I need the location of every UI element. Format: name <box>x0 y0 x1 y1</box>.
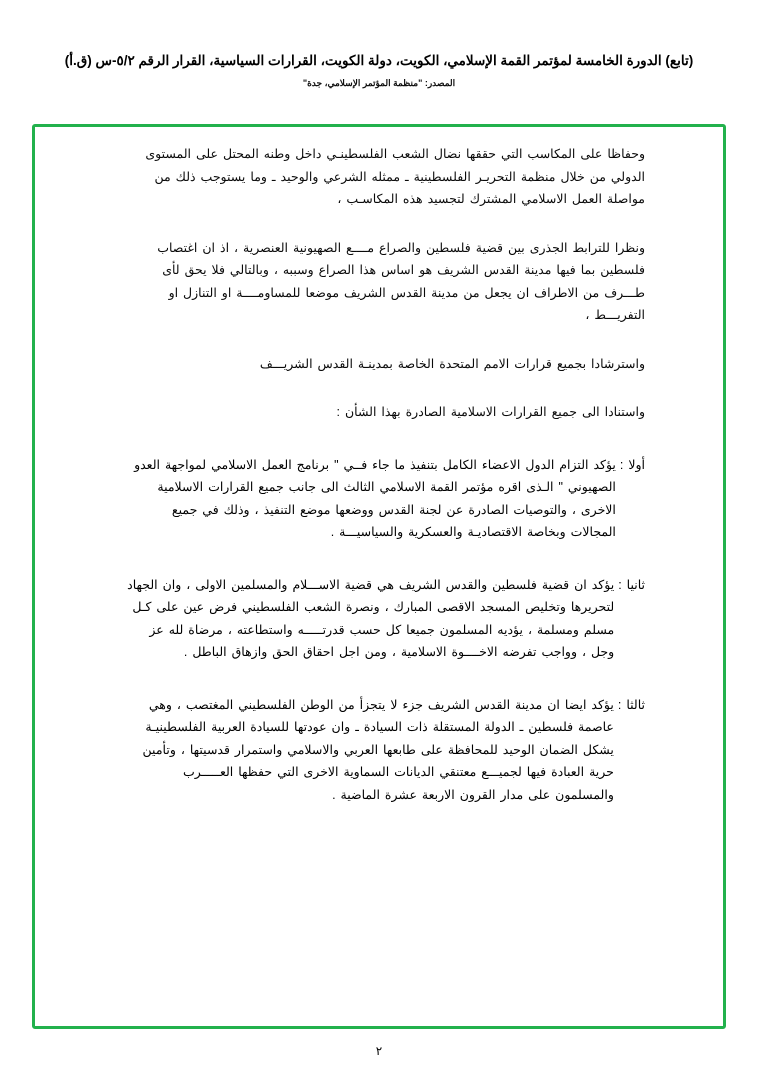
paragraph-2: ونظرا للترابط الجذرى بين قضية فلسطين والصراع مــــع الصهيونية العنصرية ، اذ ان اغتصاب فلسطين بما فيها مدينة القدس الشريف هو اساس هذا الصراع وسببه ، وبالتالي فلا يحق لأى طـــرف من الاطراف ان يجعل من مدينة القدس الشريف موضعا للمساومــــة او التنازل او التفريـــط ، <box>157 240 645 322</box>
clause-third <box>123 694 645 807</box>
page-title: (تابع) الدورة الخامسة لمؤتمر القمة الإسلامي، الكويت، دولة الكويت، القرارات السياسية، القرار الرقم ٥/٢-س (ق.أ) <box>64 53 694 68</box>
clause-second-label: ثانيا : <box>618 577 645 592</box>
clause-second-text: يؤكد ان قضية فلسطين والقدس الشريف هي قضية الاســـلام والمسلمين الاولى ، وان الجهاد لتحريرها وتخليص المسجد الاقصى المبارك ، ونصرة الشعب الفلسطيني فرض عين على كـل مسلم ومسلمة ، يؤديه المسلمون جميعا كل حسب قدرتـــــه واستطاعته ، مرضاة لله عز وجل ، وواجب تفرضه الاخــــوة الاسلامية ، ومن اجل احقاق الحق وازهاق الباطل . <box>127 577 615 659</box>
paragraph-1: وحفاظا على المكاسب التي حققها نضال الشعب الفلسطينـي داخل وطنه المحتل على المستوى الدولي من خلال منظمة التحريـر الفلسطينية ـ ممثله الشرعي والوحيد ـ وما يستوجب ذلك من مواصلة العمل الاسلامي المشترك لتجسيد هذه المكاسـب ، <box>145 147 645 206</box>
clause-first <box>123 454 645 544</box>
clause-second <box>123 574 645 664</box>
clause-third-text: يؤكد ايضا ان مدينة القدس الشريف جزء لا يتجزأ من الوطن الفلسطيني المغتصب ، وهي عاصمة فلسطين ـ الدولة المستقلة ذات السيادة ـ وان عودتها للسيادة العربية الفلسطينيـة يشكل الضمان الوحيد للمحافظة على طابعها العربي والاسلامي واستمرار قدسيتها ، وتأمين حرية العبادة فيها لجميـــع معتنقي الديانات السماوية الاخرى التي حفظها العـــــرب والمسلمون على مدار القرون الاربعة عشرة الماضية . <box>142 697 614 802</box>
page-number: ٢ <box>375 1044 383 1058</box>
clause-third-label: ثالثا : <box>617 697 645 712</box>
clause-first-text: يؤكد التزام الدول الاعضاء الكامل بتنفيذ ما جاء فــي " برنامج العمل الاسلامي لمواجهة العدو الصهيوني " الـذى اقره مؤتمر القمة الاسلامي الثالث الى جانب جميع القرارات الاسلامية الاخرى ، والتوصيات الصادرة عن لجنة القدس ووضعها موضع التنفيذ ، وذلك في جميع المجالات وبخاصة الاقتصاديـة والعسكرية والسياسيـــة . <box>134 457 616 539</box>
document-header <box>0 52 758 89</box>
document-body <box>123 143 645 823</box>
content-frame-border <box>32 124 726 1029</box>
document-source: المصدر: "منظمة المؤتمر الإسلامي، جدة" <box>302 77 456 88</box>
clause-first-label: أولا : <box>619 457 645 472</box>
paragraph-4: واستنادا الى جميع القرارات الاسلامية الصادرة بهذا الشأن : <box>336 405 645 419</box>
paragraph-3: واسترشادا بجميع قرارات الامم المتحدة الخاصة بمدينـة القدس الشريـــف <box>259 356 645 371</box>
